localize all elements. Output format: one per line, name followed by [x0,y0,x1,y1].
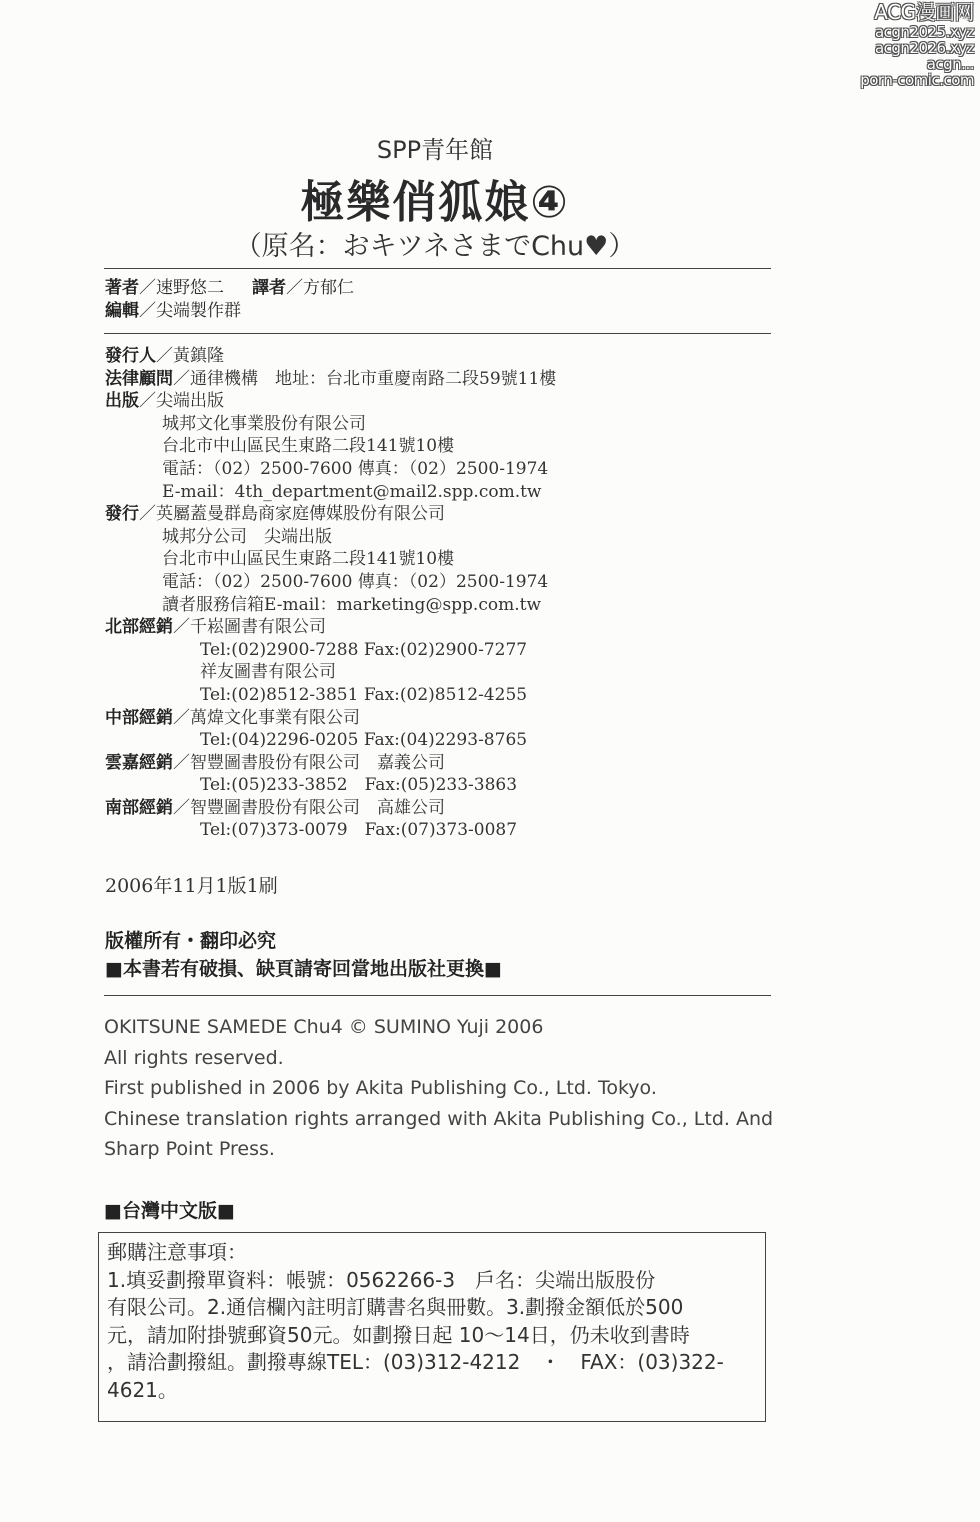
notice-line: 元，請加附掛號郵資50元。如劃撥日起 10～14日，仍未收到書時 [107,1322,690,1347]
notice-line: 4621。 [107,1377,178,1402]
author-value: ／速野悠二 [139,278,224,298]
south-label: 南部經銷 [105,797,173,818]
credits-row [105,300,354,323]
original-title: （原名：おキツネさまでChu♥） [234,231,636,262]
pub-value: ／尖端出版 [139,391,224,412]
notice-line: 有限公司。2.通信欄內註明訂購書名與冊數。3.劃撥金額低於500 [107,1295,684,1319]
publication-info [105,345,556,842]
notice-title: 郵購注意事項： [107,1240,247,1264]
rights-block [105,927,502,983]
info-row [105,752,556,775]
watermark-line: acgn... [926,55,974,73]
watermark [834,0,974,88]
publisher-value: ／黃鎮隆 [156,346,224,366]
edition-label: ■台灣中文版■ [104,1200,235,1222]
info-row: Tel:(02)2900-7288 Fax:(02)2900-7277 [200,639,528,660]
info-row: Tel:(07)373-0079 Fax:(07)373-0087 [200,820,518,841]
watermark-line: porn-comic.com [860,71,974,89]
legal-label: 法律顧問 [105,368,173,389]
central-label: 中部經銷 [105,707,173,728]
translator-label: 譯者 [252,278,286,298]
pub-label: 出版 [105,391,139,412]
info-row [105,503,556,526]
info-row [105,345,556,368]
info-row: 台北市中山區民生東路二段141號10樓 [162,549,455,570]
notice-line: ，請洽劃撥組。劃撥專線TEL：(03)312-4212 ・ FAX：(03)322- [107,1350,724,1374]
north-value: ／千崧圖書有限公司 [173,617,326,638]
watermark-line: acgn2026.xyz [874,39,974,57]
publisher-label: 發行人 [105,346,156,366]
info-row [105,797,556,820]
print-date: 2006年11月1版1刷 [105,875,278,897]
info-row: 台北市中山區民生東路二段141號10樓 [162,436,455,457]
watermark-line: ACG漫画网 [874,0,974,24]
english-line: OKITSUNE SAMEDE Chu4 © SUMINO Yuji 2006 [104,1016,544,1038]
info-row [105,707,556,730]
english-line: First published in 2006 by Akita Publishing Co., Ltd. Tokyo. [104,1077,657,1099]
info-row: 祥友圖書有限公司 [200,662,336,683]
info-row [105,390,556,413]
author-label: 著者 [105,278,139,298]
brand-label: SPP青年館 [376,136,494,164]
info-row: 讀者服務信箱E-mail：marketing@spp.com.tw [162,594,541,615]
book-title: 極樂俏狐娘④ [300,177,570,228]
divider [104,995,771,996]
north-label: 北部經銷 [105,617,173,638]
english-rights [104,1012,814,1165]
south-value: ／智豐圖書股份有限公司 高雄公司 [173,797,445,818]
divider [104,333,771,334]
english-line: Sharp Point Press. [104,1138,275,1160]
info-row: 電話：（02）2500-7600 傳真：（02）2500-1974 [162,571,549,592]
info-row [105,368,556,391]
yunjia-value: ／智豐圖書股份有限公司 嘉義公司 [173,752,445,773]
credits-row [105,277,354,300]
credits-block [105,277,354,323]
english-line: All rights reserved. [104,1046,284,1069]
yunjia-label: 雲嘉經銷 [105,752,173,773]
notice-line: 1.填妥劃撥單資料：帳號：0562266-3 戶名：尖端出版股份 [107,1267,656,1292]
rights-line: ■本書若有破損、缺頁請寄回當地出版社更換■ [105,958,502,980]
legal-value: ／通律機構 地址：台北市重慶南路二段59號11樓 [173,368,557,389]
info-row: Tel:(04)2296-0205 Fax:(04)2293-8765 [200,730,528,751]
divider [104,268,771,269]
info-row: 城邦分公司 尖端出版 [162,526,332,547]
rights-line: 版權所有・翻印必究 [105,930,277,952]
info-row: 城邦文化事業股份有限公司 [162,413,366,434]
info-row [105,616,556,639]
english-line: Chinese translation rights arranged with Akita Publishing Co., Ltd. And [104,1107,774,1130]
editor-value: ／尖端製作群 [139,301,241,321]
info-row: 電話：（02）2500-7600 傳真：（02）2500-1974 [162,458,549,479]
editor-label: 編輯 [105,301,139,321]
watermark-line: acgn2025.xyz [874,23,974,41]
info-row: E-mail：4th_department@mail2.spp.com.tw [162,481,542,502]
central-value: ／萬煒文化事業有限公司 [173,707,360,728]
info-row: Tel:(02)8512-3851 Fax:(02)8512-4255 [200,684,528,705]
info-row: Tel:(05)233-3852 Fax:(05)233-3863 [200,775,518,796]
mail-order-notice [98,1232,766,1422]
translator-value: ／方郁仁 [286,278,354,298]
dist-value: ／英屬蓋曼群島商家庭傳媒股份有限公司 [139,504,445,525]
dist-label: 發行 [105,504,139,525]
